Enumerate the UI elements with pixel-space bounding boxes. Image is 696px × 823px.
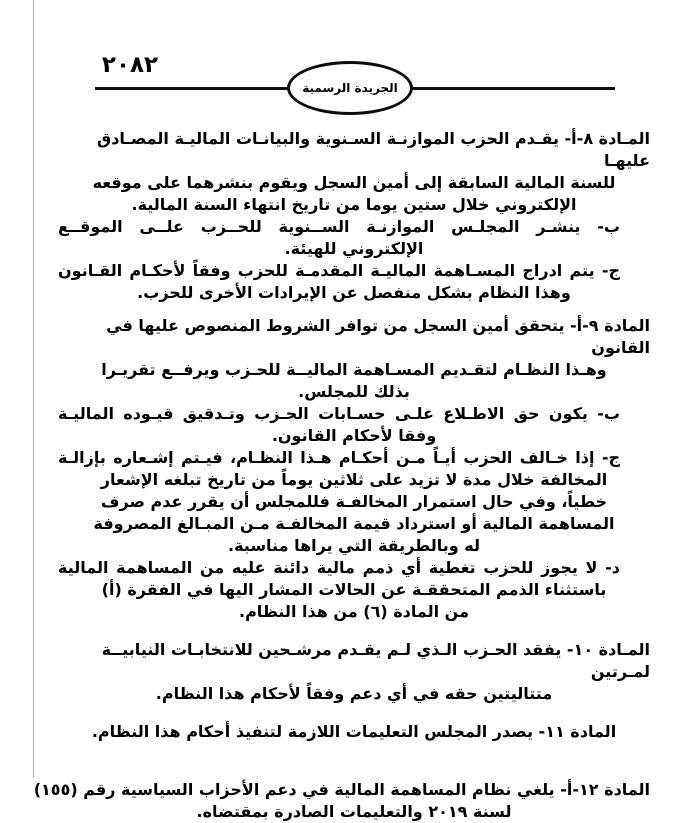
gazette-title: الجريدة الرسمية	[302, 81, 398, 95]
article-12-line-2: لسنة ٢٠١٩ والتعليمات الصادرة بمقتضاه.	[196, 802, 512, 821]
article-9-line-2: وهـذا النظـام لتقـديم المسـاهمة الماليــة للحـزب ويرفــع تقريـرا	[101, 360, 607, 379]
article-9-line-12: باستثناء الذمم المتحققـة عن الحالات المشار اليها في الفقرة (أ)	[101, 580, 607, 599]
article-10-line-1: المـادة ١٠- يفقد الحـزب الـذي لـم يقـدم مرشـحين للانتخابـات النيابيــة لمـرتين	[101, 640, 650, 681]
article-9	[58, 315, 650, 623]
article-8-line-4: ب- ينشـر المجلـس الموازنـة الســنوية للحــزب علــى الموقــع	[58, 217, 620, 236]
article-9-line-3: بذلك للمجلس.	[298, 382, 410, 401]
article-8-line-6: ج- يتم ادراج المسـاهمة الماليـة المقدمـة للحزب وفقاً لأحكـام القـانون	[58, 261, 620, 280]
article-11	[58, 721, 650, 743]
document-body	[33, 128, 650, 823]
article-9-line-1: المادة ٩-أ- يتحقق أمين السجل من توافر الشروط المنصوص عليها في القانون	[106, 316, 650, 357]
article-9-line-8: خطياً، وفي حال استمرار المخالفـة فللمجلس أن يقرر عدم صرف	[100, 492, 608, 511]
article-8-line-3: الإلكتروني خلال ستين يوما من تاريخ انتهاء السنة المالية.	[131, 195, 577, 214]
article-10	[58, 639, 650, 705]
article-9-line-6: ج- إذا خـالف الحزب أيـاً مـن أحكـام هـذا النظـام، فيـتم إشـعاره بإزالـة	[58, 448, 620, 467]
article-8-line-7: وهذا النظام بشكل منفصل عن الإيرادات الأخرى للحزب.	[137, 283, 571, 302]
article-9-line-5: وفقا لأحكام القانون.	[271, 426, 437, 445]
article-12	[33, 779, 650, 823]
page-number: ٢٠٨٢	[101, 52, 159, 78]
page-edge-line	[33, 0, 34, 778]
article-11-line-1: المادة ١١- يصدر المجلس التعليمات اللازمة لتنفيذ أحكام هذا النظام.	[91, 722, 617, 741]
article-9-line-4: ب- يكون حق الاطـلاع علـى حسـابات الحـزب وتـدقيق قيـوده الماليـة	[58, 404, 620, 423]
article-9-line-10: له وبالطريقة التي يراها مناسبة.	[228, 536, 480, 555]
article-9-line-13: من المادة (٦) من هذا النظام.	[239, 602, 469, 621]
article-8	[58, 128, 650, 304]
article-8-line-1: المـادة ٨-أ- يقـدم الحزب الموازنـة السـنوية والبيانـات الماليـة المصـادق عليهـا	[96, 129, 650, 170]
article-8-line-5: الإلكتروني للهيئة.	[284, 239, 424, 258]
article-8-line-2: للسنة المالية السابقة إلى أمين السجل ويقوم بنشرهما على موقعه	[92, 173, 616, 192]
article-9-line-7: المخالفة خلال مدة لا تزيد على ثلاثين يوماً من تاريخ تبلغه الإشعار	[100, 470, 608, 489]
article-9-line-11: د- لا يجوز للحزب تغطية أي ذمم مالية دائنة عليه من المساهمة المالية	[58, 558, 620, 577]
gazette-title-ellipse	[287, 61, 413, 115]
article-10-line-2: متتاليتين حقه في أي دعم وفقاً لأحكام هذا النظام.	[155, 684, 553, 703]
article-9-line-9: المساهمة المالية أو استرداد قيمة المخالفـة مـن المبـالغ المصروفة	[93, 514, 615, 533]
article-12-line-1: المادة ١٢-أ- يلغي نظام المساهمة المالية في دعم الأحزاب السياسية رقم (١٥٥)	[33, 780, 650, 799]
